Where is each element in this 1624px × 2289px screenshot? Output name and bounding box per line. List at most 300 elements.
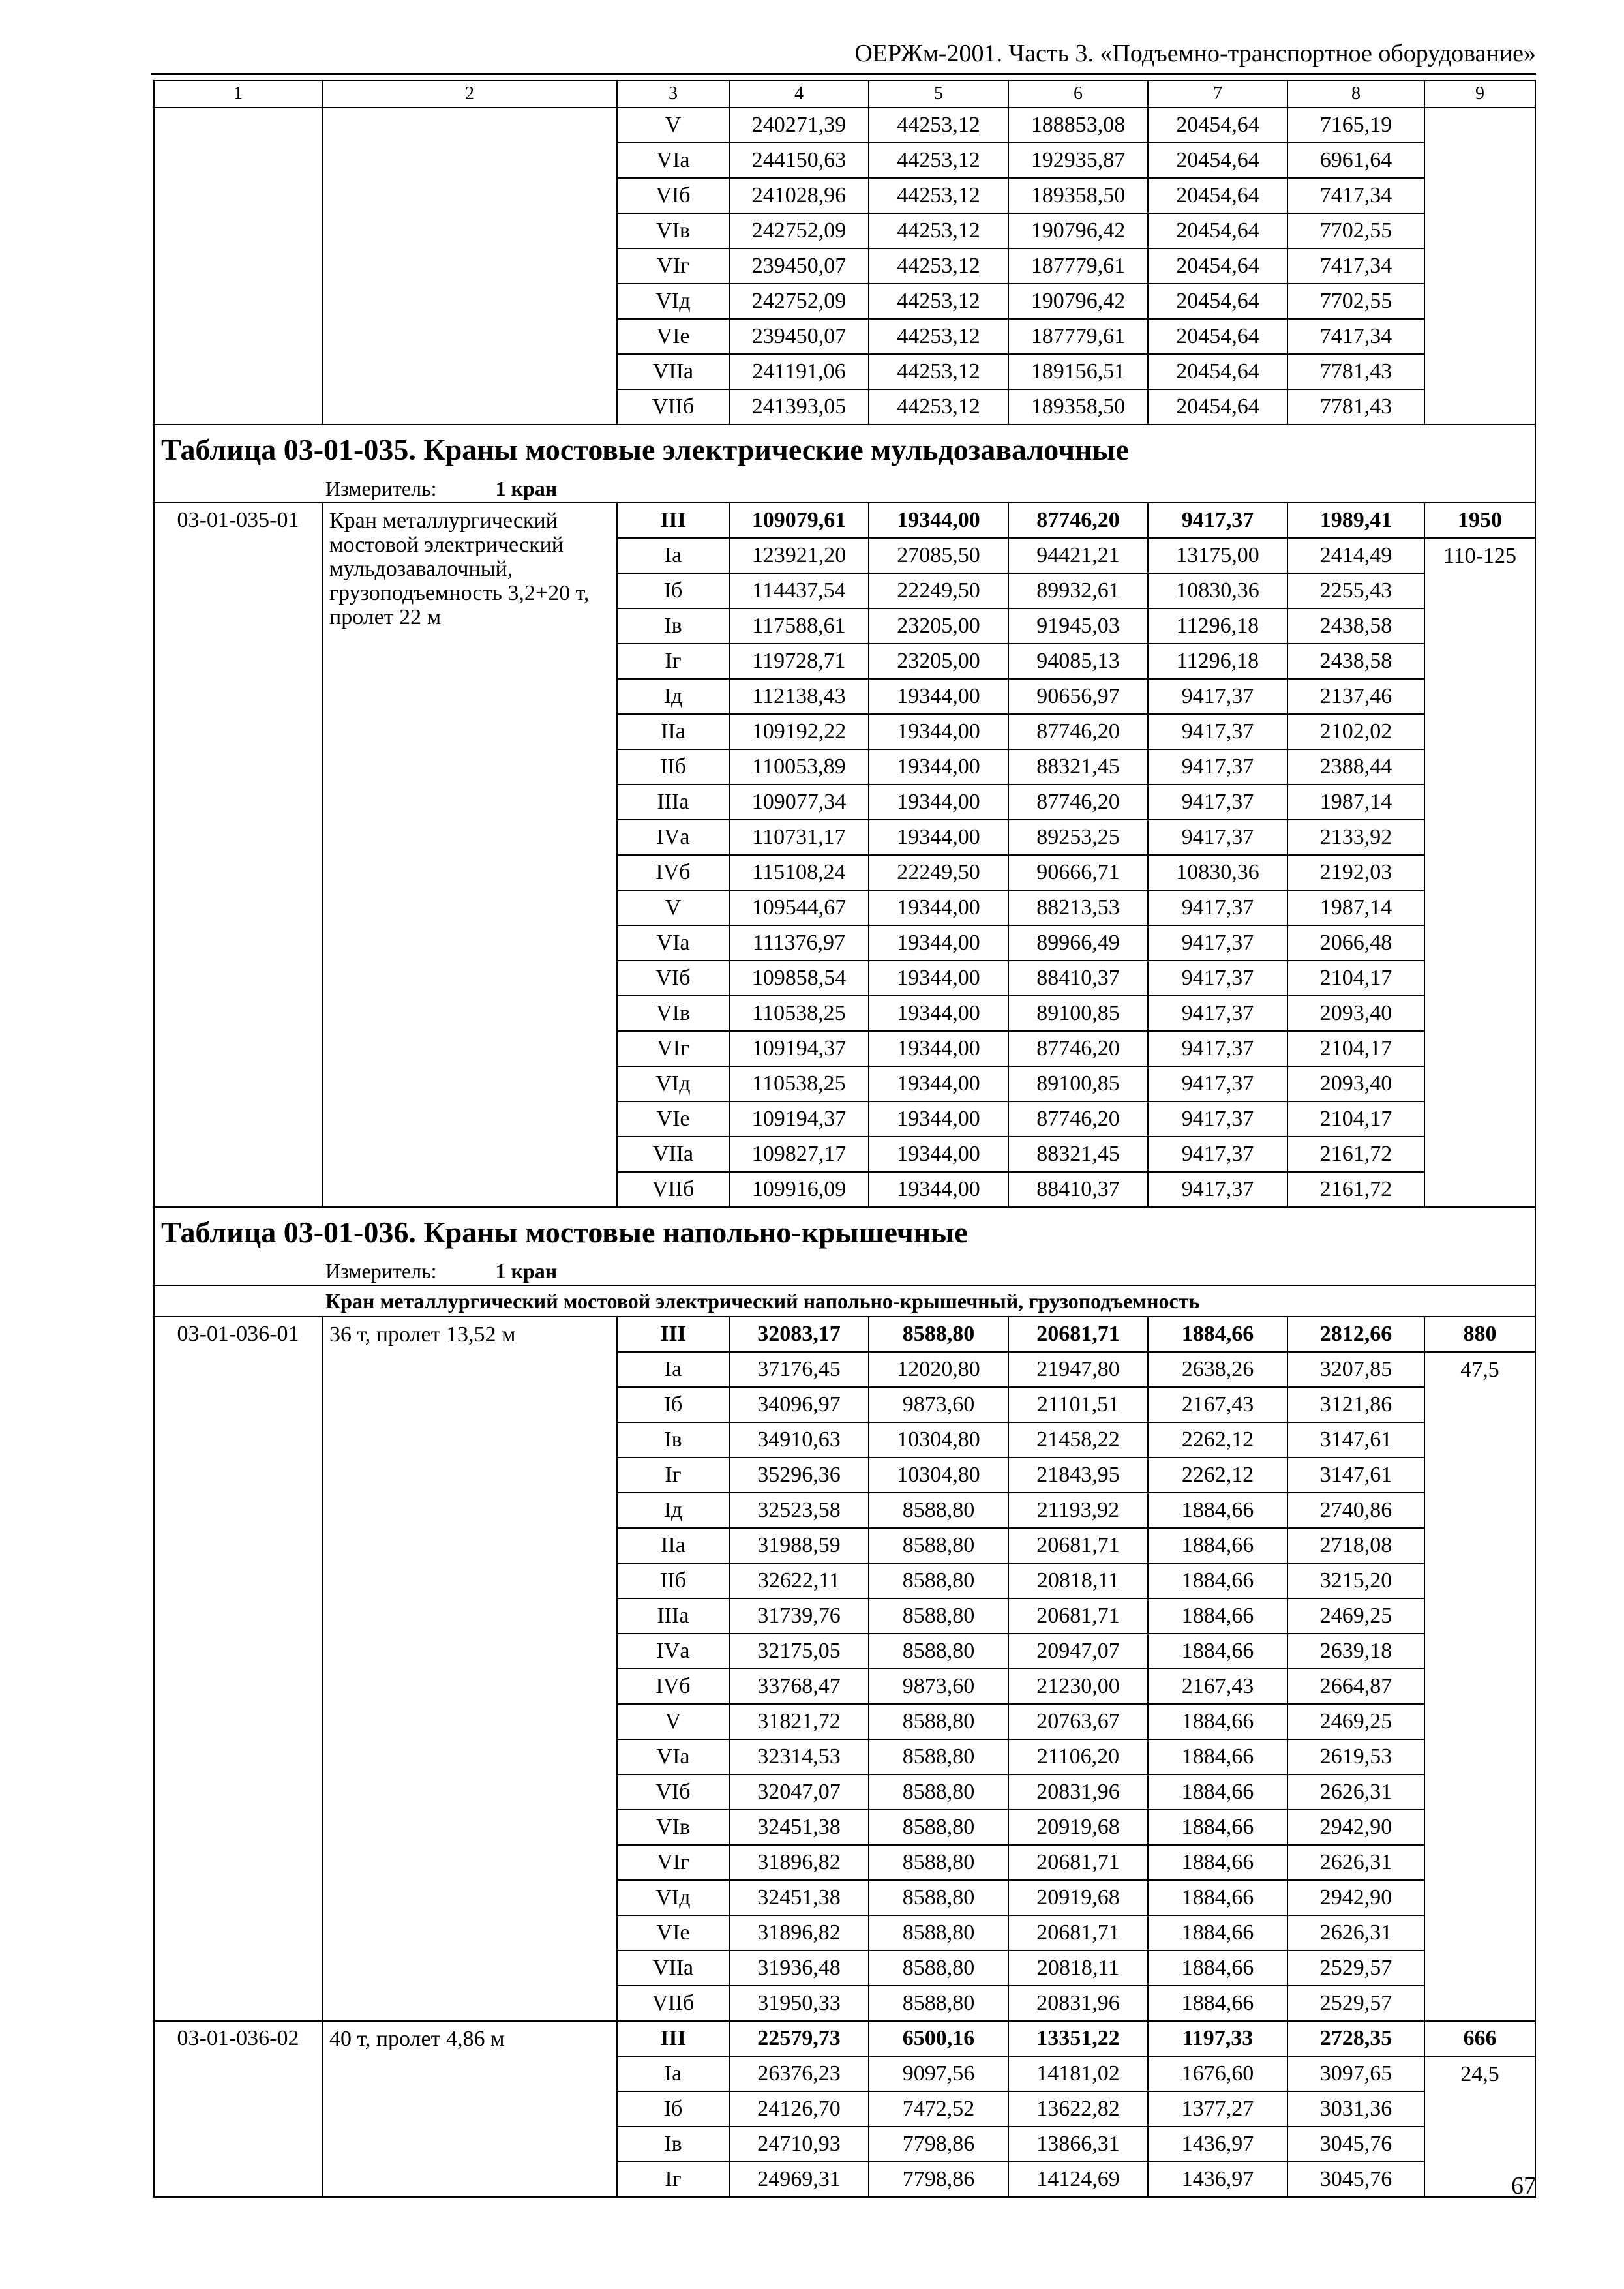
- zone-cell: VIв: [617, 996, 729, 1031]
- empty-mass-cell: [1424, 213, 1535, 248]
- value-cell: 32047,07: [729, 1774, 869, 1810]
- table-subheader: Кран металлургический мостовой электрический напольно-крышечный, грузоподъемность: [154, 1285, 1535, 1317]
- value-cell: 241191,06: [729, 354, 869, 389]
- value-cell: 13175,00: [1148, 538, 1287, 573]
- value-cell: 89100,85: [1008, 1066, 1148, 1101]
- empty-mass-cell: [1424, 1739, 1535, 1774]
- value-cell: 2639,18: [1287, 1634, 1424, 1669]
- value-cell: 44253,12: [869, 284, 1008, 319]
- mass-cell: 1950: [1424, 503, 1535, 538]
- value-cell: 1987,14: [1287, 785, 1424, 820]
- value-cell: 44253,12: [869, 178, 1008, 213]
- value-cell: 88410,37: [1008, 961, 1148, 996]
- item-code: 03-01-036-02: [154, 2021, 322, 2197]
- value-cell: 2664,87: [1287, 1669, 1424, 1704]
- column-number: 5: [869, 80, 1008, 108]
- value-cell: 2104,17: [1287, 1031, 1424, 1066]
- value-cell: 7781,43: [1287, 389, 1424, 425]
- value-cell: 90666,71: [1008, 855, 1148, 890]
- value-cell: 88321,45: [1008, 749, 1148, 785]
- zone-cell: VIIа: [617, 1137, 729, 1172]
- empty-mass-cell: [1424, 143, 1535, 178]
- value-cell: 24710,93: [729, 2127, 869, 2162]
- zone-cell: VIб: [617, 178, 729, 213]
- value-cell: 19344,00: [869, 503, 1008, 538]
- value-cell: 2619,53: [1287, 1739, 1424, 1774]
- column-number: 8: [1287, 80, 1424, 108]
- value-cell: 21947,80: [1008, 1352, 1148, 1387]
- value-cell: 110538,25: [729, 996, 869, 1031]
- measure-unit: [154, 1257, 1535, 1285]
- value-cell: 27085,50: [869, 538, 1008, 573]
- empty-code-cell: [154, 389, 322, 425]
- extra-cell: 24,5: [1424, 2056, 1535, 2091]
- value-cell: 21193,92: [1008, 1493, 1148, 1528]
- value-cell: 22249,50: [869, 855, 1008, 890]
- value-cell: 8588,80: [869, 1704, 1008, 1739]
- column-number: 7: [1148, 80, 1287, 108]
- zone-cell: IIб: [617, 1563, 729, 1598]
- value-cell: 19344,00: [869, 925, 1008, 961]
- value-cell: 8588,80: [869, 1563, 1008, 1598]
- zone-cell: VIа: [617, 925, 729, 961]
- value-cell: 109077,34: [729, 785, 869, 820]
- value-cell: 2626,31: [1287, 1845, 1424, 1880]
- value-cell: 11296,18: [1148, 644, 1287, 679]
- value-cell: 19344,00: [869, 749, 1008, 785]
- value-cell: 9417,37: [1148, 1137, 1287, 1172]
- value-cell: 19344,00: [869, 890, 1008, 925]
- column-number: 6: [1008, 80, 1148, 108]
- zone-cell: VIг: [617, 1845, 729, 1880]
- value-cell: 7781,43: [1287, 354, 1424, 389]
- value-cell: 21106,20: [1008, 1739, 1148, 1774]
- value-cell: 21458,22: [1008, 1422, 1148, 1458]
- value-cell: 26376,23: [729, 2056, 869, 2091]
- value-cell: 2167,43: [1148, 1669, 1287, 1704]
- empty-desc-cell: [322, 319, 617, 354]
- value-cell: 9417,37: [1148, 749, 1287, 785]
- table-title: Таблица 03-01-036. Краны мостовые напольно-крышечные: [154, 1207, 1535, 1257]
- value-cell: 241393,05: [729, 389, 869, 425]
- value-cell: 239450,07: [729, 319, 869, 354]
- value-cell: 20818,11: [1008, 1951, 1148, 1986]
- table-row: [154, 2021, 1535, 2056]
- value-cell: 190796,42: [1008, 284, 1148, 319]
- value-cell: 240271,39: [729, 108, 869, 143]
- zone-cell: Iа: [617, 538, 729, 573]
- value-cell: 2529,57: [1287, 1951, 1424, 1986]
- table-row: [154, 389, 1535, 425]
- value-cell: 187779,61: [1008, 248, 1148, 284]
- mass-cell: 880: [1424, 1317, 1535, 1352]
- value-cell: 10830,36: [1148, 855, 1287, 890]
- value-cell: 89100,85: [1008, 996, 1148, 1031]
- empty-mass-cell: [1424, 1810, 1535, 1845]
- zone-cell: IVб: [617, 855, 729, 890]
- zone-cell: VIа: [617, 143, 729, 178]
- value-cell: 2438,58: [1287, 608, 1424, 644]
- empty-desc-cell: [322, 354, 617, 389]
- value-cell: 13866,31: [1008, 2127, 1148, 2162]
- empty-code-cell: [154, 284, 322, 319]
- empty-desc-cell: [322, 178, 617, 213]
- zone-cell: VIIб: [617, 1172, 729, 1207]
- value-cell: 3097,65: [1287, 2056, 1424, 2091]
- value-cell: 44253,12: [869, 108, 1008, 143]
- value-cell: 3147,61: [1287, 1422, 1424, 1458]
- empty-code-cell: [154, 319, 322, 354]
- value-cell: 1436,97: [1148, 2162, 1287, 2197]
- value-cell: 31936,48: [729, 1951, 869, 1986]
- value-cell: 87746,20: [1008, 1031, 1148, 1066]
- empty-mass-cell: [1424, 1669, 1535, 1704]
- value-cell: 9417,37: [1148, 820, 1287, 855]
- value-cell: 19344,00: [869, 1101, 1008, 1137]
- table-row: [154, 503, 1535, 538]
- value-cell: 88321,45: [1008, 1137, 1148, 1172]
- zone-cell: III: [617, 1317, 729, 1352]
- value-cell: 31988,59: [729, 1528, 869, 1563]
- value-cell: 1987,14: [1287, 890, 1424, 925]
- value-cell: 24969,31: [729, 2162, 869, 2197]
- value-cell: 2728,35: [1287, 2021, 1424, 2056]
- running-header: ОЕРЖм-2001. Часть 3. «Подъемно-транспортное оборудование»: [854, 40, 1536, 67]
- value-cell: 2740,86: [1287, 1493, 1424, 1528]
- value-cell: 7472,52: [869, 2091, 1008, 2127]
- value-cell: 10304,80: [869, 1458, 1008, 1493]
- value-cell: 22579,73: [729, 2021, 869, 2056]
- value-cell: 2161,72: [1287, 1172, 1424, 1207]
- value-cell: 19344,00: [869, 820, 1008, 855]
- value-cell: 189156,51: [1008, 354, 1148, 389]
- empty-code-cell: [154, 108, 322, 143]
- value-cell: 20818,11: [1008, 1563, 1148, 1598]
- value-cell: 19344,00: [869, 996, 1008, 1031]
- zone-cell: IIа: [617, 714, 729, 749]
- extra-cell: 47,5: [1424, 1352, 1535, 1387]
- value-cell: 19344,00: [869, 679, 1008, 714]
- value-cell: 109192,22: [729, 714, 869, 749]
- value-cell: 114437,54: [729, 573, 869, 608]
- value-cell: 89966,49: [1008, 925, 1148, 961]
- value-cell: 109858,54: [729, 961, 869, 996]
- empty-mass-cell: [1424, 1704, 1535, 1739]
- value-cell: 242752,09: [729, 213, 869, 248]
- value-cell: 19344,00: [869, 1031, 1008, 1066]
- value-cell: 20919,68: [1008, 1810, 1148, 1845]
- value-cell: 88410,37: [1008, 1172, 1148, 1207]
- value-cell: 87746,20: [1008, 1101, 1148, 1137]
- table-row: [154, 248, 1535, 284]
- value-cell: 187779,61: [1008, 319, 1148, 354]
- empty-mass-cell: [1424, 925, 1535, 961]
- empty-mass-cell: [1424, 1387, 1535, 1422]
- zone-cell: Iд: [617, 679, 729, 714]
- value-cell: 189358,50: [1008, 178, 1148, 213]
- zone-cell: V: [617, 890, 729, 925]
- value-cell: 32083,17: [729, 1317, 869, 1352]
- empty-mass-cell: [1424, 644, 1535, 679]
- value-cell: 109194,37: [729, 1031, 869, 1066]
- empty-mass-cell: [1424, 1915, 1535, 1951]
- empty-mass-cell: [1424, 284, 1535, 319]
- item-code: 03-01-035-01: [154, 503, 322, 1207]
- empty-mass-cell: [1424, 1845, 1535, 1880]
- empty-mass-cell: [1424, 1986, 1535, 2021]
- value-cell: 20681,71: [1008, 1317, 1148, 1352]
- value-cell: 32314,53: [729, 1739, 869, 1774]
- table-title-row: [154, 1207, 1535, 1257]
- zone-cell: VIд: [617, 284, 729, 319]
- zone-cell: V: [617, 1704, 729, 1739]
- value-cell: 1989,41: [1287, 503, 1424, 538]
- measure-row: [154, 1257, 1535, 1285]
- empty-mass-cell: [1424, 354, 1535, 389]
- value-cell: 21843,95: [1008, 1458, 1148, 1493]
- zone-cell: IIа: [617, 1528, 729, 1563]
- value-cell: 2942,90: [1287, 1880, 1424, 1915]
- value-cell: 20454,64: [1148, 143, 1287, 178]
- empty-mass-cell: [1424, 1101, 1535, 1137]
- value-cell: 109827,17: [729, 1137, 869, 1172]
- value-cell: 1884,66: [1148, 1774, 1287, 1810]
- value-cell: 109544,67: [729, 890, 869, 925]
- zone-cell: VIе: [617, 1915, 729, 1951]
- value-cell: 44253,12: [869, 354, 1008, 389]
- value-cell: 1884,66: [1148, 1317, 1287, 1352]
- measure-label: Измеритель:: [325, 477, 437, 500]
- value-cell: 44253,12: [869, 319, 1008, 354]
- empty-desc-cell: [322, 284, 617, 319]
- value-cell: 9417,37: [1148, 503, 1287, 538]
- value-cell: 2262,12: [1148, 1458, 1287, 1493]
- value-cell: 1884,66: [1148, 1810, 1287, 1845]
- value-cell: 8588,80: [869, 1317, 1008, 1352]
- zone-cell: VIв: [617, 213, 729, 248]
- value-cell: 9417,37: [1148, 996, 1287, 1031]
- value-cell: 94085,13: [1008, 644, 1148, 679]
- value-cell: 9417,37: [1148, 961, 1287, 996]
- zone-cell: Iд: [617, 1493, 729, 1528]
- value-cell: 20454,64: [1148, 354, 1287, 389]
- value-cell: 9417,37: [1148, 925, 1287, 961]
- value-cell: 9417,37: [1148, 1066, 1287, 1101]
- value-cell: 7798,86: [869, 2127, 1008, 2162]
- mass-cell: 666: [1424, 2021, 1535, 2056]
- empty-mass-cell: [1424, 890, 1535, 925]
- value-cell: 242752,09: [729, 284, 869, 319]
- value-cell: 2192,03: [1287, 855, 1424, 890]
- value-cell: 1197,33: [1148, 2021, 1287, 2056]
- page-number: 67: [1511, 2172, 1536, 2200]
- value-cell: 1884,66: [1148, 1880, 1287, 1915]
- value-cell: 2414,49: [1287, 538, 1424, 573]
- value-cell: 19344,00: [869, 961, 1008, 996]
- value-cell: 2104,17: [1287, 961, 1424, 996]
- value-cell: 2718,08: [1287, 1528, 1424, 1563]
- value-cell: 7165,19: [1287, 108, 1424, 143]
- zone-cell: Iа: [617, 2056, 729, 2091]
- extra-cell: 110-125: [1424, 538, 1535, 573]
- table-row: [154, 108, 1535, 143]
- column-number: 2: [322, 80, 617, 108]
- value-cell: 31896,82: [729, 1915, 869, 1951]
- value-cell: 189358,50: [1008, 389, 1148, 425]
- value-cell: 123921,20: [729, 538, 869, 573]
- value-cell: 9097,56: [869, 2056, 1008, 2091]
- value-cell: 2626,31: [1287, 1774, 1424, 1810]
- zone-cell: IIIа: [617, 785, 729, 820]
- value-cell: 188853,08: [1008, 108, 1148, 143]
- value-cell: 1884,66: [1148, 1493, 1287, 1528]
- value-cell: 3215,20: [1287, 1563, 1424, 1598]
- value-cell: 8588,80: [869, 1634, 1008, 1669]
- value-cell: 115108,24: [729, 855, 869, 890]
- table-row: [154, 143, 1535, 178]
- value-cell: 19344,00: [869, 1137, 1008, 1172]
- value-cell: 31739,76: [729, 1598, 869, 1634]
- column-number: 9: [1424, 80, 1535, 108]
- value-cell: 3045,76: [1287, 2162, 1424, 2197]
- value-cell: 7798,86: [869, 2162, 1008, 2197]
- empty-mass-cell: [1424, 961, 1535, 996]
- value-cell: 13351,22: [1008, 2021, 1148, 2056]
- empty-desc-cell: [322, 108, 617, 143]
- value-cell: 20454,64: [1148, 284, 1287, 319]
- zone-cell: VIг: [617, 1031, 729, 1066]
- zone-cell: VIд: [617, 1880, 729, 1915]
- value-cell: 19344,00: [869, 1172, 1008, 1207]
- value-cell: 11296,18: [1148, 608, 1287, 644]
- empty-mass-cell: [1424, 1634, 1535, 1669]
- value-cell: 34910,63: [729, 1422, 869, 1458]
- empty-mass-cell: [1424, 2127, 1535, 2162]
- empty-mass-cell: [1424, 608, 1535, 644]
- value-cell: 23205,00: [869, 644, 1008, 679]
- zone-cell: Iб: [617, 573, 729, 608]
- value-cell: 109916,09: [729, 1172, 869, 1207]
- value-cell: 23205,00: [869, 608, 1008, 644]
- value-cell: 19344,00: [869, 1066, 1008, 1101]
- value-cell: 1884,66: [1148, 1598, 1287, 1634]
- value-cell: 110538,25: [729, 1066, 869, 1101]
- zone-cell: VIIа: [617, 354, 729, 389]
- empty-mass-cell: [1424, 1031, 1535, 1066]
- value-cell: 20831,96: [1008, 1986, 1148, 2021]
- value-cell: 13622,82: [1008, 2091, 1148, 2127]
- zone-cell: Iв: [617, 608, 729, 644]
- value-cell: 21230,00: [1008, 1669, 1148, 1704]
- value-cell: 9417,37: [1148, 890, 1287, 925]
- empty-code-cell: [154, 143, 322, 178]
- value-cell: 2137,46: [1287, 679, 1424, 714]
- zone-cell: Iв: [617, 2127, 729, 2162]
- value-cell: 20454,64: [1148, 319, 1287, 354]
- zone-cell: VIб: [617, 961, 729, 996]
- item-description: 36 т, пролет 13,52 м: [322, 1317, 617, 2021]
- value-cell: 7417,34: [1287, 178, 1424, 213]
- value-cell: 9417,37: [1148, 1031, 1287, 1066]
- zone-cell: Iг: [617, 1458, 729, 1493]
- zone-cell: VIг: [617, 248, 729, 284]
- value-cell: 1884,66: [1148, 1704, 1287, 1739]
- value-cell: 2093,40: [1287, 1066, 1424, 1101]
- zone-cell: V: [617, 108, 729, 143]
- value-cell: 20919,68: [1008, 1880, 1148, 1915]
- measure-unit: [154, 475, 1535, 503]
- value-cell: 110731,17: [729, 820, 869, 855]
- empty-mass-cell: [1424, 1458, 1535, 1493]
- value-cell: 9417,37: [1148, 1101, 1287, 1137]
- value-cell: 111376,97: [729, 925, 869, 961]
- empty-mass-cell: [1424, 108, 1535, 143]
- value-cell: 6500,16: [869, 2021, 1008, 2056]
- value-cell: 7702,55: [1287, 284, 1424, 319]
- zone-cell: IVа: [617, 1634, 729, 1669]
- empty-desc-cell: [322, 389, 617, 425]
- empty-mass-cell: [1424, 1172, 1535, 1207]
- value-cell: 119728,71: [729, 644, 869, 679]
- value-cell: 8588,80: [869, 1739, 1008, 1774]
- empty-mass-cell: [1424, 1422, 1535, 1458]
- value-cell: 2262,12: [1148, 1422, 1287, 1458]
- empty-mass-cell: [1424, 178, 1535, 213]
- value-cell: 2626,31: [1287, 1915, 1424, 1951]
- value-cell: 87746,20: [1008, 785, 1148, 820]
- empty-mass-cell: [1424, 1137, 1535, 1172]
- column-number: 1: [154, 80, 322, 108]
- measure-value: 1 кран: [495, 477, 558, 500]
- value-cell: 110053,89: [729, 749, 869, 785]
- measure-label: Измеритель:: [325, 1259, 437, 1283]
- zone-cell: IVб: [617, 1669, 729, 1704]
- value-cell: 19344,00: [869, 785, 1008, 820]
- empty-mass-cell: [1424, 820, 1535, 855]
- value-cell: 2942,90: [1287, 1810, 1424, 1845]
- value-cell: 7417,34: [1287, 248, 1424, 284]
- zone-cell: IVа: [617, 820, 729, 855]
- value-cell: 20681,71: [1008, 1598, 1148, 1634]
- value-cell: 2638,26: [1148, 1352, 1287, 1387]
- value-cell: 44253,12: [869, 248, 1008, 284]
- value-cell: 2529,57: [1287, 1986, 1424, 2021]
- value-cell: 20454,64: [1148, 178, 1287, 213]
- zone-cell: Iв: [617, 1422, 729, 1458]
- value-cell: 8588,80: [869, 1915, 1008, 1951]
- value-cell: 241028,96: [729, 178, 869, 213]
- value-cell: 20681,71: [1008, 1528, 1148, 1563]
- value-cell: 2438,58: [1287, 644, 1424, 679]
- value-cell: 109194,37: [729, 1101, 869, 1137]
- value-cell: 21101,51: [1008, 1387, 1148, 1422]
- table-row: [154, 284, 1535, 319]
- value-cell: 19344,00: [869, 714, 1008, 749]
- value-cell: 1884,66: [1148, 1634, 1287, 1669]
- empty-mass-cell: [1424, 1880, 1535, 1915]
- value-cell: 7702,55: [1287, 213, 1424, 248]
- value-cell: 8588,80: [869, 1598, 1008, 1634]
- value-cell: 1884,66: [1148, 1739, 1287, 1774]
- empty-mass-cell: [1424, 1066, 1535, 1101]
- value-cell: 8588,80: [869, 1986, 1008, 2021]
- value-cell: 9417,37: [1148, 785, 1287, 820]
- value-cell: 88213,53: [1008, 890, 1148, 925]
- value-cell: 10830,36: [1148, 573, 1287, 608]
- value-cell: 31821,72: [729, 1704, 869, 1739]
- value-cell: 3147,61: [1287, 1458, 1424, 1493]
- zone-cell: VIIб: [617, 389, 729, 425]
